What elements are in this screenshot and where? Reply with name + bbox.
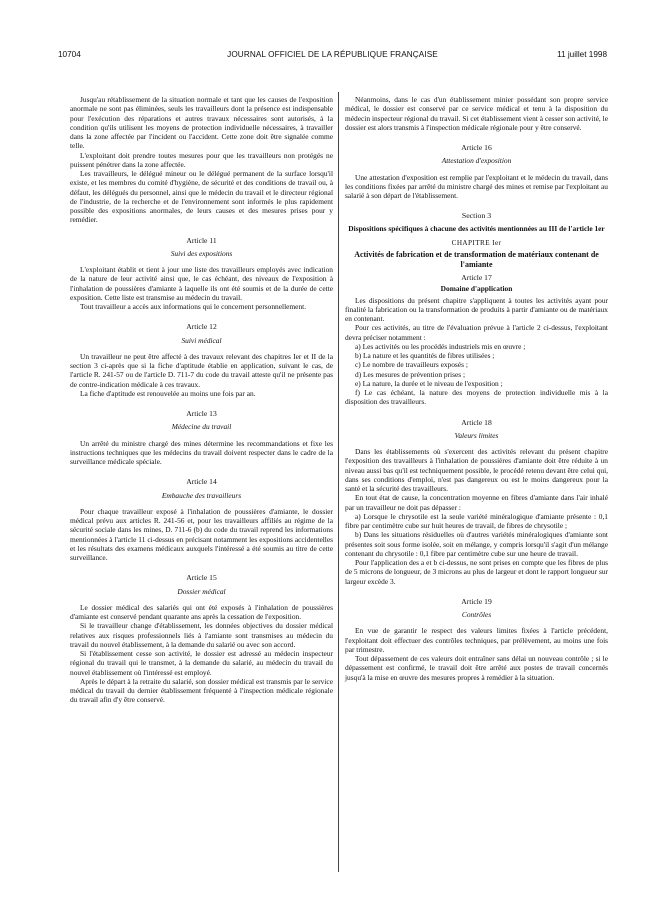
article-16-title: Article 16 bbox=[461, 143, 492, 152]
paragraph: L'exploitant établit et tient à jour une liste des travailleurs employés avec indication de la nature de leur activité ainsi que, le cas échéant, des niveaux de l'exposition à l'inhalation de poussières d'amiante à laquelle ils ont été soumis et de la durée de cette exposition. Cette liste est transmise au médecin du travail. bbox=[70, 265, 333, 302]
paragraph: Les travailleurs, le délégué mineur ou le délégué permanent de la surface lorsqu'il existe, et les membres du comité d'hygiène, de sécurité et des conditions de travail ou, à défaut, les délégués du personnel, ainsi que le médecin du travail et le directeur régional de l'industrie, de la recherche et de l'environnement sont informés le plus rapidement possible des expositions anormales, de leurs causes et des mesures prises pour y remédier. bbox=[70, 169, 333, 225]
article-16-subtitle: Attestation d'exposition bbox=[441, 156, 512, 166]
paragraph: Le dossier médical des salariés qui ont été exposés à l'inhalation de poussières d'amiante est conservé pendant quarante ans après la cessation de l'exposition. bbox=[70, 602, 333, 621]
article-11-subtitle: Suivi des expositions bbox=[170, 248, 233, 258]
paragraph: Après le départ à la retraite du salarié, son dossier médical est transmis par le service médical du travail du dernier établissement fréquenté à l'inspection médicale régionale du travail afin d'y être conservé. bbox=[70, 676, 333, 705]
chapter-title: CHAPITRE Ier bbox=[451, 238, 502, 247]
list-item: b) La nature et les quantités de fibres utilisées ; bbox=[355, 351, 495, 360]
paragraph: Jusqu'au rétablissement de la situation normale et tant que les causes de l'exposition anormale ne sont pas éliminées, seuls les travailleurs dont la présence est indispensable pour l'exécution des réparations et autres travaux nécessaires sont autorisés, à la condition qu'ils utilisent les moyens de protection individuelle nécessaires, à travailler dans la zone affectée par l'incident ou l'accident. Cette zone doit être signalée comme telle. bbox=[70, 95, 333, 151]
paragraph: Tout travailleur a accès aux informations qui le concernent personnellement. bbox=[80, 302, 307, 311]
article-13-subtitle: Médecine du travail bbox=[171, 422, 232, 432]
list-item: e) La nature, la durée et le niveau de l'exposition ; bbox=[355, 378, 503, 388]
list-item: a) Les activités ou les procédés industriels mis en œuvre ; bbox=[355, 341, 526, 351]
paragraph: Néanmoins, dans le cas d'un établissement minier possédant son propre service médical, le dossier est conservé par ce service médical et tenu à la disposition du médecin inspecteur régional du travail. Si cet établissement vient à cesser son activité, le dossier est alors transmis à l'inspection médicale régionale pour y être conservé. bbox=[345, 95, 608, 132]
paragraph: Pour chaque travailleur exposé à l'inhalation de poussières d'amiante, le dossier médical prévu aux articles R. 241-56 et, pour les travailleurs affiliés au régime de la sécurité sociale dans les mines, D. 711-6 (b) du code du travail reprend les informations mentionnées à l'article 11 ci-dessus en précisant notamment les expositions accidentelles et les résultats des examens médicaux auxquels l'intéressé a été soumis au titre de cette surveillance. bbox=[70, 506, 333, 562]
paragraph: Pour l'application des a et b ci-dessus, ne sont prises en compte que les fibres de plus de 5 microns de longueur, de 3 microns au plus de largeur et dont le rapport longueur sur largeur excède 3. bbox=[345, 558, 608, 586]
article-11-title: Article 11 bbox=[186, 235, 217, 245]
journal-title: JOURNAL OFFICIEL DE LA RÉPUBLIQUE FRANÇAISE bbox=[227, 50, 438, 59]
article-19-subtitle: Contrôles bbox=[461, 610, 492, 619]
paragraph: a) Lorsque le chrysotile est la seule variété minéralogique d'amiante présente : 0,1 fibre par centimètre cube sur huit heures de travail, de fibres de chrysotile ; bbox=[345, 511, 608, 530]
article-12-title: Article 12 bbox=[186, 322, 217, 332]
page-header bbox=[58, 50, 607, 64]
article-14-title: Article 14 bbox=[186, 477, 217, 487]
article-12-subtitle: Suivi médical bbox=[181, 335, 222, 345]
paragraph: Un travailleur ne peut être affecté à des travaux relevant des chapitres Ier et II de la section 3 ci-après que si la fiche d'aptitude établie en application, suivant le cas, de l'article R. 241-57 ou de l'article D. 711-7 du code du travail atteste qu'il ne présente pas de contre-indication médicale à ces travaux. bbox=[70, 351, 333, 389]
paragraph: L'exploitant doit prendre toutes mesures pour que les travailleurs non protégés ne puissent pénétrer dans la zone affectée. bbox=[70, 150, 333, 169]
paragraph: En tout état de cause, la concentration moyenne en fibres d'amiante dans l'air inhalé par un travailleur ne doit pas dépasser : bbox=[345, 493, 608, 512]
paragraph: Tout dépassement de ces valeurs doit entraîner sans délai un nouveau contrôle ; si le dépassement est confirmé, le travail doit être arrêté aux postes de travail concernés jusqu'à la mise en œuvre des mesures propres à remédier à la situation. bbox=[345, 654, 608, 682]
article-15-title: Article 15 bbox=[186, 573, 217, 583]
article-17-subtitle: Domaine d'application bbox=[440, 284, 513, 294]
paragraph: Les dispositions du présent chapitre s'appliquent à toutes les activités ayant pour finalité la fabrication ou la transformation de produits à partir d'amiante ou de matériaux en contenant. bbox=[345, 295, 608, 323]
left-column bbox=[70, 95, 333, 705]
paragraph: En vue de garantir le respect des valeurs limites fixées à l'article précédent, l'exploitant doit effectuer des contrôles techniques, par prélèvement, au moins une fois par trimestre. bbox=[345, 626, 608, 654]
paragraph: La fiche d'aptitude est renouvelée au moins une fois par an. bbox=[80, 388, 256, 398]
list-item: d) Les mesures de prévention prises ; bbox=[355, 369, 466, 379]
paragraph: Dans les établissements où s'exercent des activités relevant du présent chapitre l'exposition des travailleurs à l'inhalation de poussières d'amiante doit être réduite à un niveau aussi bas qu'il est techniquement possible, le procédé retenu devant être celui qui, dans ses conditions d'emploi, n'est pas dangereux ou est le moins dangereux pour la santé et la sécurité des travailleurs. bbox=[345, 447, 608, 493]
article-17-title: Article 17 bbox=[461, 273, 492, 282]
article-18-subtitle: Valeurs limites bbox=[454, 430, 499, 440]
column-divider bbox=[338, 92, 339, 872]
article-19-title: Article 19 bbox=[461, 596, 492, 606]
list-item: f) Le cas échéant, la nature des moyens de protection individuelle mis à la disposition des travailleurs. bbox=[345, 388, 608, 407]
section-title: Section 3 bbox=[461, 211, 492, 221]
right-column bbox=[345, 95, 608, 682]
chapter-subtitle: Activités de fabrication et de transformation de matériaux contenant de l'amiante bbox=[354, 250, 599, 269]
article-15-subtitle: Dossier médical bbox=[177, 586, 226, 596]
article-13-title: Article 13 bbox=[186, 409, 217, 418]
article-14-subtitle: Embauche des travailleurs bbox=[161, 490, 242, 500]
page-number: 10704 bbox=[58, 50, 81, 59]
paragraph: Pour ces activités, au titre de l'évaluation prévue à l'article 2 ci-dessus, l'exploitant devra préciser notamment : bbox=[345, 323, 608, 342]
paragraph: Si l'établissement cesse son activité, le dossier est adressé au médecin inspecteur régional du travail qui le transmet, à la demande du salarié, au médecin du travail du nouvel établissement où l'intéressé est employé. bbox=[70, 649, 333, 677]
paragraph: Si le travailleur change d'établissement, les données objectives du dossier médical relatives aux risques professionnels liés à l'amiante sont transmises au médecin du travail du nouvel établissement, à la demande du salarié ou avec son accord. bbox=[70, 621, 333, 649]
paragraph: Une attestation d'exposition est remplie par l'exploitant et le médecin du travail, dans les conditions fixées par arrêté du ministre chargé des mines et remise par l'exploitant au salarié à son départ de l'établissement. bbox=[345, 172, 608, 200]
article-18-title: Article 18 bbox=[461, 417, 492, 427]
paragraph: b) Dans les situations résiduelles où d'autres variétés minéralogiques d'amiante sont présentes soit sous forme isolée, soit en mélange, y compris lorsqu'il s'agit d'un mélange contenant du chrysotile : 0,1 fibre par centimètre cube sur une heure de travail. bbox=[345, 530, 608, 558]
publication-date: 11 juillet 1998 bbox=[557, 50, 607, 59]
section-subtitle: Dispositions spécifiques à chacune des activités mentionnées au III de l'article 1er bbox=[348, 223, 605, 233]
paragraph: Un arrêté du ministre chargé des mines détermine les recommandations et fixe les instructions techniques que les médecins du travail doivent respecter dans le cadre de la surveillance médicale spéciale. bbox=[70, 438, 333, 466]
list-item: c) Le nombre de travailleurs exposés ; bbox=[355, 360, 468, 370]
